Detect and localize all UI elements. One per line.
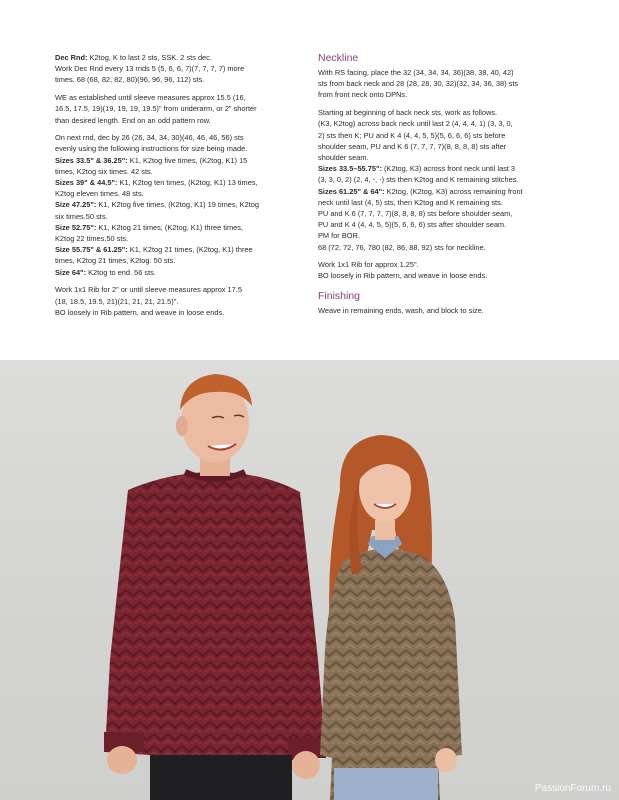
text-line: Weave in remaining ends, wash, and block to size. [318,305,484,315]
pattern-text-area [0,0,619,360]
neckline-paragraph-2 [318,107,566,253]
text-line: (3, 3, 0, 2) (2, 4, -, -) sts then K2tog and K remaining stitches. [318,175,519,185]
dec-rnd-text: K2tog, K to last 2 sts, SSK. 2 sts dec. [87,53,212,62]
text-line: times, K2tog six times. 42 sts. [55,166,153,176]
text-line: (18, 18.5, 19.5, 21)(21, 21, 21, 21.5)". [55,296,179,306]
text-line: K2tog eleven times. 48 sts. [55,189,144,199]
text-line: PM for BOR. [318,231,360,241]
size-text: (K2tog, K3) across front neck until last 3 [381,164,516,174]
text-line: BO loosely in Rib pattern, and weave in loose ends. [318,271,488,281]
size-text: K1, K2tog 21 times, (K2tog, K1) three times, [96,222,243,232]
size-label: Sizes 39" & 44.5": [55,178,118,188]
text-line: With RS facing, place the 32 (34, 34, 34, 36)(38, 38, 40, 42) [318,68,514,77]
text-line: neck until last (4, 5) sts, then K2tog and K remaining sts. [318,197,503,207]
text-line: Work 1x1 Rib for approx 1.25". [318,260,419,270]
neckline-paragraph-1 [318,67,566,101]
text-line: shoulder seam, PU and K 6 (7, 7, 7, 7)(8, 8, 8, 8) sts after [318,141,507,151]
text-line: 2) sts then K; PU and K 4 (4, 4, 5, 5)(5, 6, 6, 6) sts before [318,130,506,140]
finishing-heading: Finishing [318,289,361,302]
size-text: K1, K2tog five times, (K2tog, K1) 15 [127,155,248,165]
text-line: 16.5, 17.5, 19)(19, 19, 19, 19.5)" from underarm, or 2" shorter [55,104,257,114]
text-line: K2tog 22 times.50 sts. [55,234,129,244]
text-line: times. 68 (68, 82, 82, 80)(96, 96, 96, 112) sts. [55,75,205,85]
text-line: shoulder seam. [318,152,369,162]
text-line: WE as established until sleeve measures approx 15.5 (16, [55,93,246,103]
watermark: PassionForum.ru [534,783,611,794]
text-line: (K3, K2tog) across back neck until last 2 (4, 4, 4, 1) (3, 3, 0, [318,119,513,129]
size-text: K2tog, (K2tog, K3) across remaining front [384,186,523,196]
photo-illustration [0,360,619,800]
sizes-paragraph [55,132,293,278]
text-line: times, K2tog 21 times, K2tog. 50 sts. [55,256,176,266]
size-text: K1, K2tog 21 times, (K2tog, K1) three [127,245,253,255]
size-text: K2tog to end. 56 sts. [86,267,156,277]
text-line: six times.50 sts. [55,211,108,221]
models-photo [0,360,619,800]
size-label: Sizes 33.5–55.75": [318,164,382,174]
size-text: K1, K2tog ten times, (K2tog, K1) 13 times, [117,178,258,188]
size-label: Size 55.75" & 61.25": [55,245,128,255]
text-line: BO loosely in Rib pattern, and weave in loose ends. [55,307,225,317]
size-text: K1, K2tog five times, (K2tog, K1) 19 times, K2tog [96,200,259,210]
rib-paragraph [55,284,293,318]
text-line: from front neck onto DPNs. [318,90,408,100]
dec-rnd-label: Dec Rnd: [55,53,88,62]
we-paragraph [55,92,293,126]
size-label: Size 52.75": [55,222,97,232]
dec-rnd-paragraph [55,52,293,86]
size-label: Size 64": [55,267,87,277]
man-figure [104,374,326,800]
finishing-paragraph [318,305,566,316]
right-column [318,52,566,322]
left-column [55,52,293,324]
text-line: than desired length. End on an odd pattern row. [55,115,211,125]
text-line: On next rnd, dec by 26 (26, 34, 34, 30)(46, 46, 46, 56) sts [55,133,244,143]
text-line: 68 (72, 72, 76, 780 (82, 86, 88, 92) sts for neckline. [318,242,486,252]
text-line: PU and K 6 (7, 7, 7, 7)(8, 8, 8, 8) sts before shoulder seam, [318,208,513,218]
woman-figure [320,435,462,800]
size-label: Sizes 33.5" & 36.25": [55,155,128,165]
text-line: Starting at beginning of back neck sts, work as follows. [318,108,498,118]
text-line: Work Dec Rnd every 13 rnds 5 (5, 6, 6, 7)(7, 7, 7, 7) more [55,64,245,74]
text-line: evenly using the following instructions for size being made. [55,144,248,154]
text-line: PU and K 4 (4, 4, 5, 5)(5, 6, 6, 6) sts after shoulder seam. [318,220,507,230]
neckline-paragraph-3 [318,259,566,281]
size-label: Size 47.25": [55,200,97,210]
neckline-heading: Neckline [318,52,359,64]
size-label: Sizes 61.25" & 64": [318,186,385,196]
text-line: sts from back neck and 28 (28, 28, 30, 32)(32, 34, 36, 38) sts [318,79,519,89]
text-line: Work 1x1 Rib for 2" or until sleeve measures approx 17.5 [55,285,242,295]
